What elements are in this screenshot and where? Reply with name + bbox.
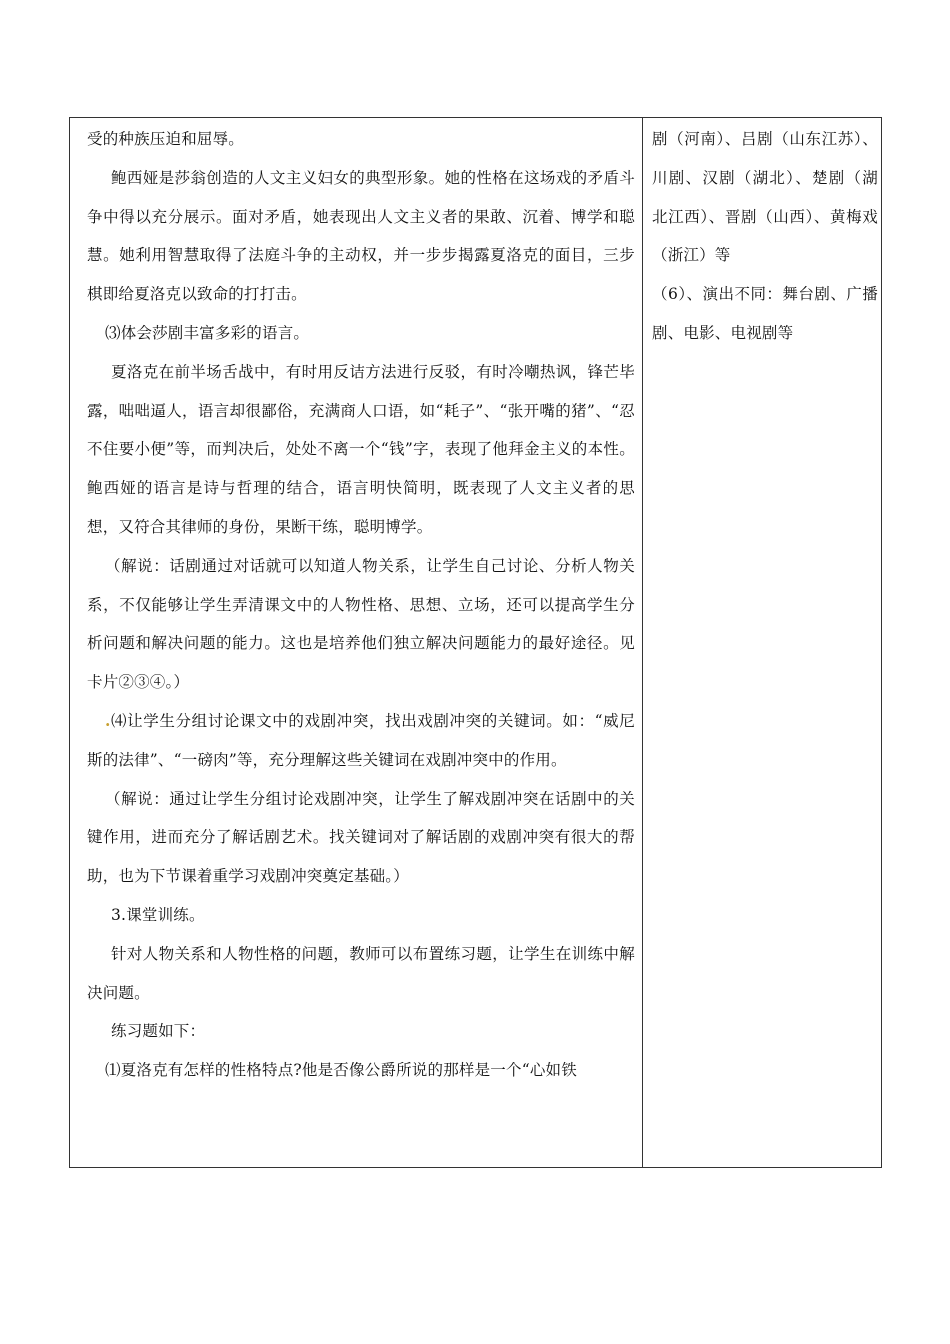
lesson-table	[69, 117, 882, 1168]
column-divider	[642, 118, 643, 1167]
side-notes-cell	[652, 120, 878, 353]
stray-mark: .	[105, 710, 111, 730]
paragraph-exercises-heading: 练习题如下：	[111, 1022, 206, 1041]
side-note-performance: （6）、演出不同：舞台剧、广播剧、电影、电视剧等	[652, 285, 878, 342]
main-content-cell	[87, 120, 635, 1090]
paragraph-shylock-language: 夏洛克在前半场舌战中，有时用反诘方法进行反驳，有时冷嘲热讽，锋芒毕露，咄咄逼人，语言却很鄙俗，充满商人口语，如“耗子”、“张开嘴的猪”、“忍不住要小便”等，而判决后，处处不离一个“钱”字，表现了他拜金主义的本性。鲍西娅的语言是诗与哲理的结合，语言明快简明，既表现了人文主义者的思想，又符合其律师的身份，果断干练，聪明博学。	[87, 362, 635, 536]
paragraph-conflict	[87, 702, 635, 780]
paragraph-1: 受的种族压迫和屈辱。	[87, 130, 245, 148]
paragraph-conflict-text: ⑷让学生分组讨论课文中的戏剧冲突，找出戏剧冲突的关键词。如：“威尼斯的法律”、“一磅肉”等，充分理解这些关键词在戏剧冲突中的作用。	[87, 711, 635, 769]
paragraph-commentary-2: （解说：通过让学生分组讨论戏剧冲突，让学生了解戏剧冲突在话剧中的关键作用，进而充分了解话剧艺术。找关键词对了解话剧的戏剧冲突有很大的帮助，也为下节课着重学习戏剧冲突奠定基础。）	[87, 789, 635, 886]
paragraph-portia: 鲍西娅是莎翁创造的人文主义妇女的典型形象。她的性格在这场戏的矛盾斗争中得以充分展示。面对矛盾，她表现出人文主义者的果敢、沉着、博学和聪慧。她利用智慧取得了法庭斗争的主动权，并一步步揭露夏洛克的面目，三步棋即给夏洛克以致命的打打击。	[87, 168, 635, 304]
paragraph-language-heading: ⑶体会莎剧丰富多彩的语言。	[105, 323, 310, 342]
paragraph-classroom-training: 3.课堂训练。	[111, 905, 205, 924]
paragraph-commentary-1: （解说：话剧通过对话就可以知道人物关系，让学生自己讨论、分析人物关系，不仅能够让学生弄清课文中的人物性格、思想、立场，还可以提高学生分析问题和解决问题的能力。这也是培养他们独立解决问题能力的最好途径。见卡片②③④。）	[87, 556, 635, 692]
paragraph-exercise-intro: 针对人物关系和人物性格的问题，教师可以布置练习题，让学生在训练中解决问题。	[87, 944, 635, 1002]
side-note-opera-types: 剧（河南）、吕剧（山东江苏）、川剧、汉剧（湖北）、楚剧（湖北江西）、晋剧（山西）、黄梅戏（浙江）等	[652, 130, 878, 265]
paragraph-exercise-1: ⑴夏洛克有怎样的性格特点?他是否像公爵所说的那样是一个“心如铁	[105, 1061, 577, 1080]
